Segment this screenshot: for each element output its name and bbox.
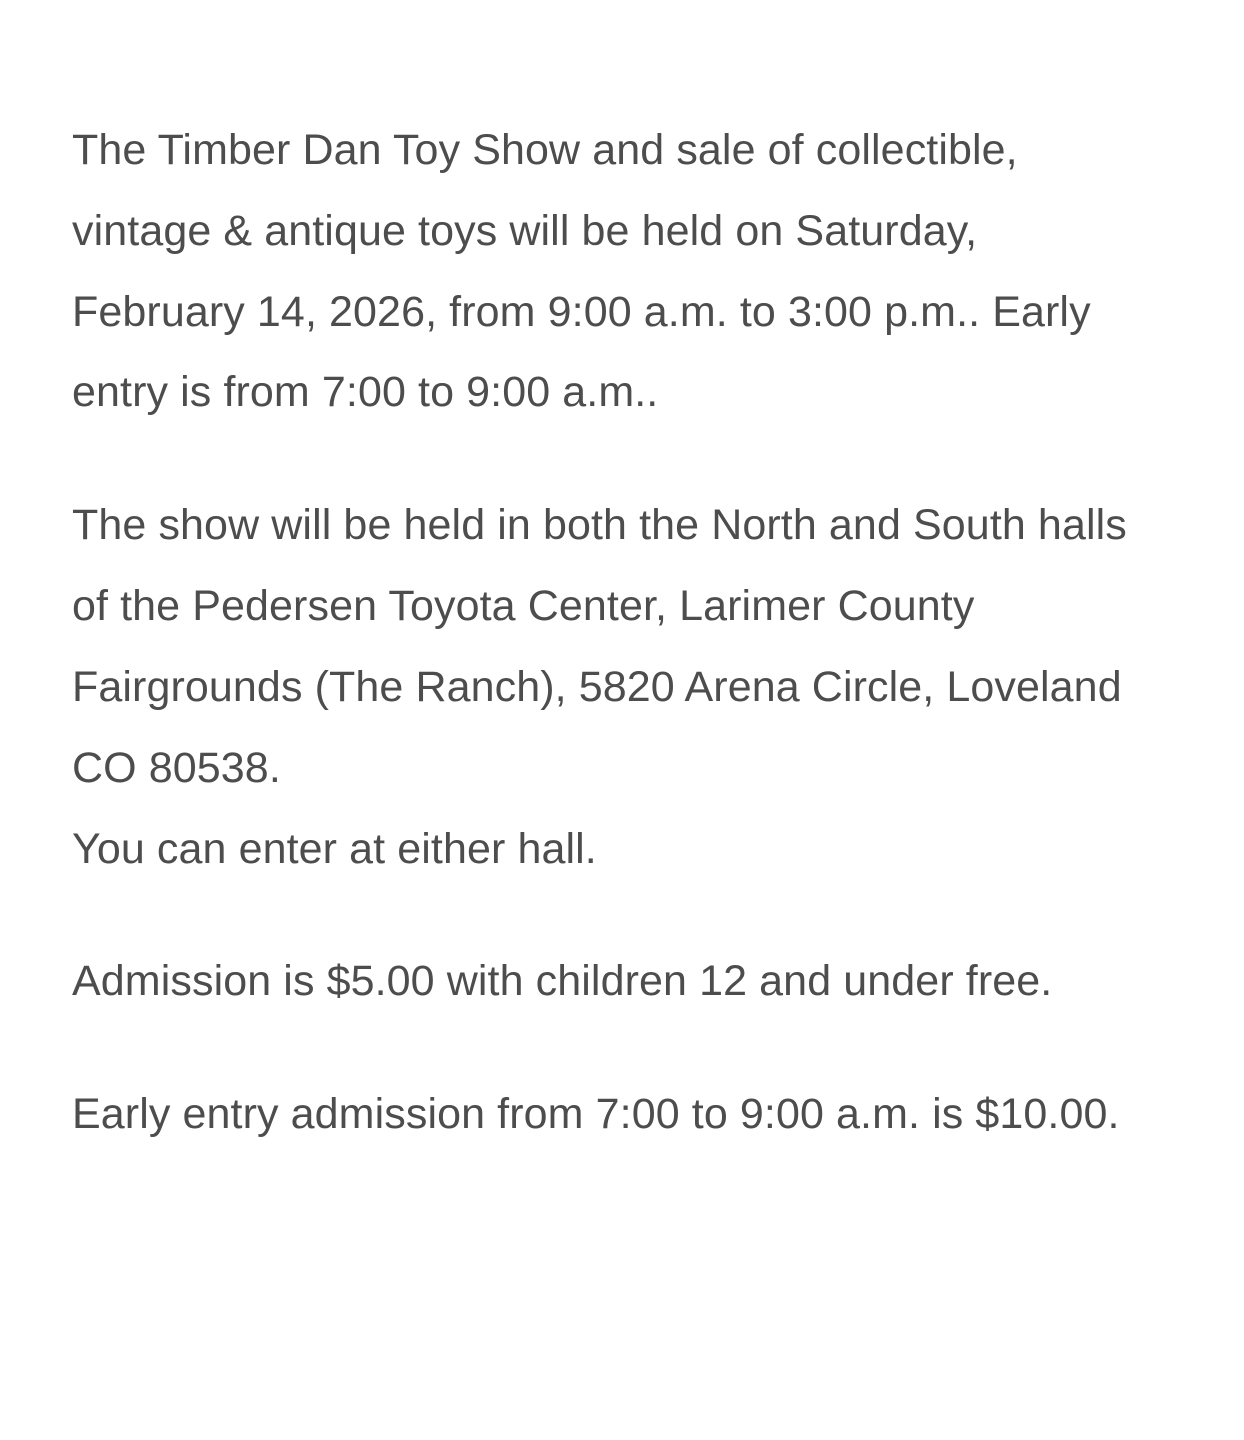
venue-location-line-2: You can enter at either hall. [72,824,597,873]
paragraph-venue-location [72,485,1144,889]
paragraph-event-summary: The Timber Dan Toy Show and sale of collectible, vintage & antique toys will be held on Saturday, February 14, 2026, from 9:00 a.m. to 3:00 p.m.. Early entry is from 7:00 to 9:00 a.m.. [72,126,1091,417]
paragraph-admission: Admission is $5.00 with children 12 and under free. [72,957,1053,1006]
venue-location-line-1: The show will be held in both the North and South halls of the Pedersen Toyota Center, Larimer County Fairgrounds (The Ranch), 5820 Arena Circle, Loveland CO 80538. [72,501,1127,792]
paragraph-early-entry-admission: Early entry admission from 7:00 to 9:00 a.m. is $10.00. [72,1090,1120,1139]
